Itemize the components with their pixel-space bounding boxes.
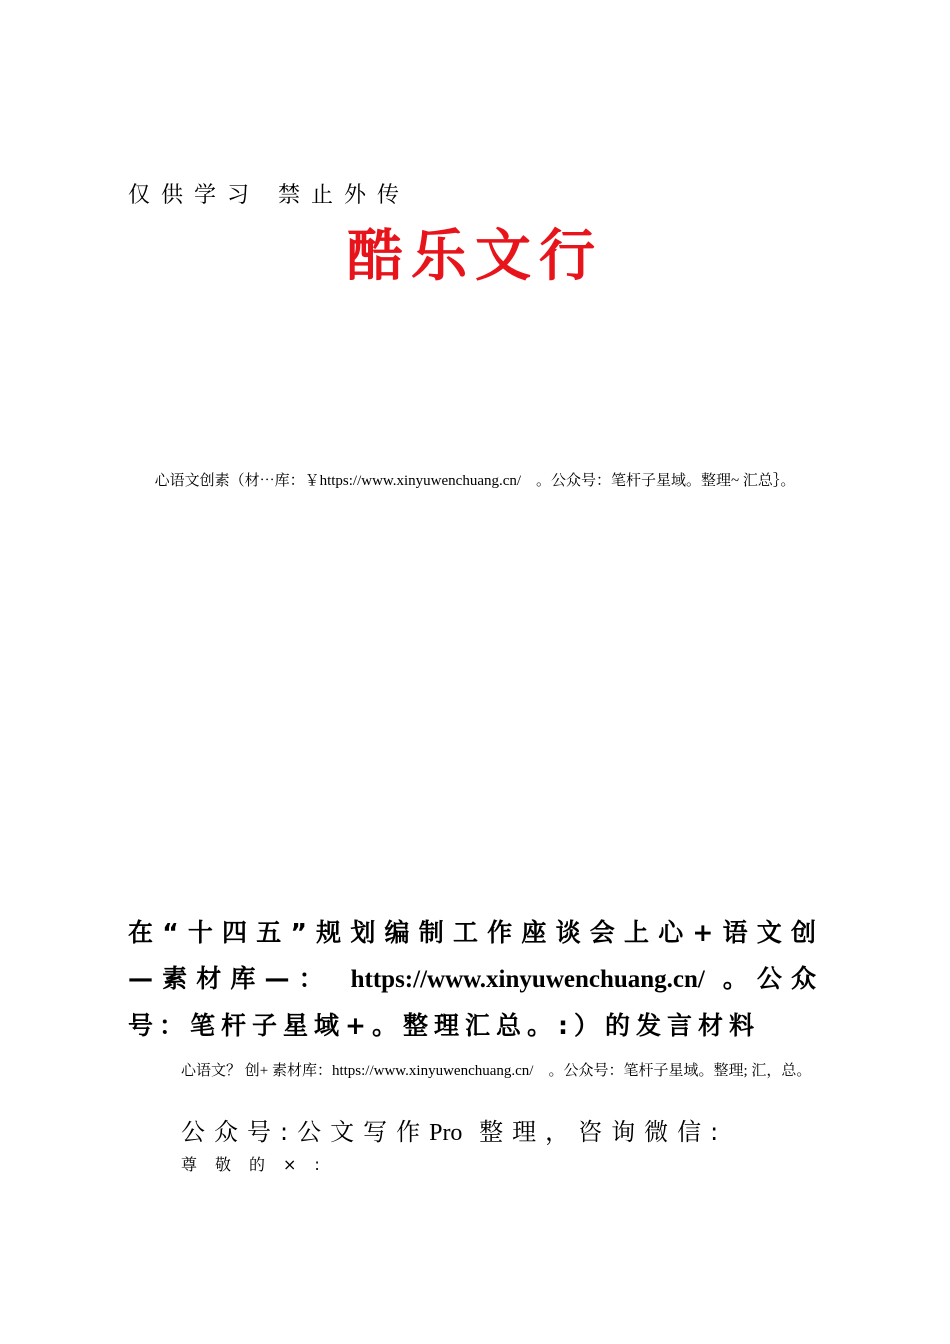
title-line-2 [128,956,822,1003]
contact-prefix: 公众号:公文写作 [181,1118,430,1146]
brand-title: 酷乐文行 [347,224,603,289]
notice-left: 仅供学习 [128,183,261,208]
notice-right: 禁止外传 [278,183,411,208]
title-url: https://www.xinyuwenchuang.cn/ [350,966,705,993]
notice-text [128,178,410,209]
title-line-2-pre: —素材库—： [128,964,333,993]
document-title [128,910,822,1049]
contact-brand-latin: Pro [429,1120,463,1146]
bottom-source-note: 心语文？ 创+ 素材库：https://www.xinyuwenchuang.cn/ 。公众号：笔杆子星域。整理; 汇，总。 [181,1063,812,1079]
contact-line [181,1112,727,1147]
title-line-3: 号：笔杆子星域+。整理汇总。:）的发言材料 [128,1011,760,1040]
top-source-note: 心语文创素（材⋯库：￥https://www.xinyuwenchuang.cn/ 。公众号：笔杆子星域。整理~ 汇总｝。 [154,473,796,489]
salutation: 尊敬的×: [181,1155,338,1174]
title-line-2-post: 。公众 [722,964,822,993]
title-line-1: 在“十四五”规划编制工作座谈会上心+语文创 [128,918,822,947]
contact-suffix: 整理，咨询微信: [462,1118,728,1146]
